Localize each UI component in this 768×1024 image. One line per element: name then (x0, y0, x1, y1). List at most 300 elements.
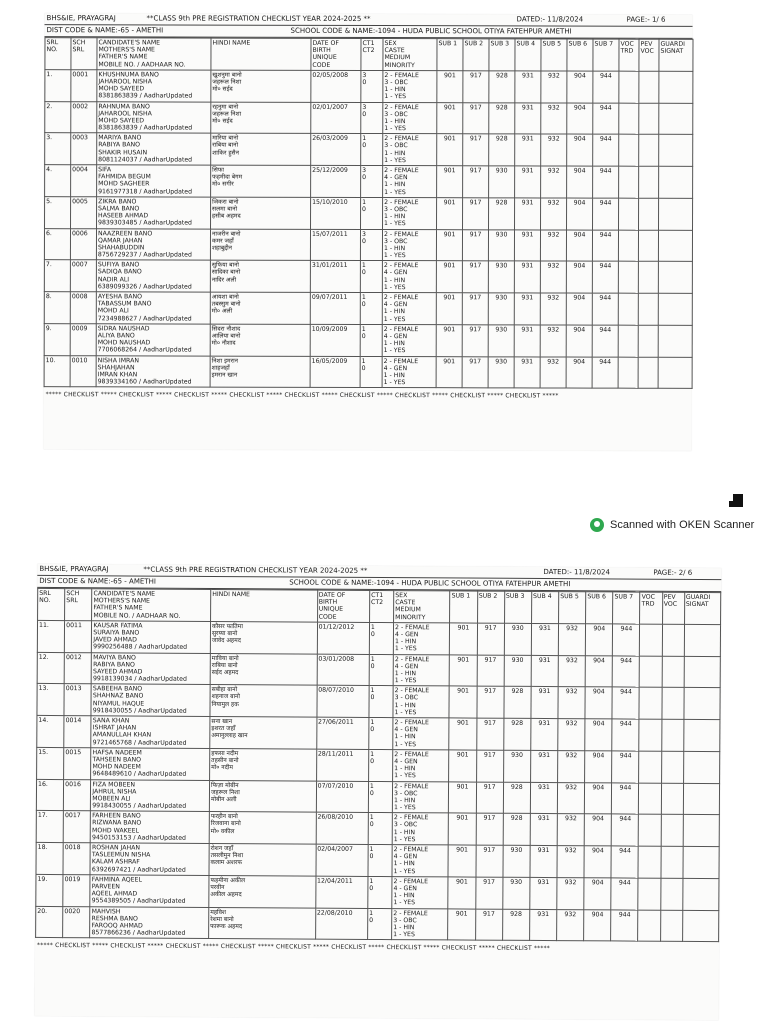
candidate-table-2 (35, 588, 721, 942)
cell-sub2: 917 (462, 356, 488, 388)
cell-sub4: 931 (530, 814, 557, 846)
cell-voc (638, 910, 660, 942)
cell-guardian-signature (683, 846, 719, 878)
scanner-label: Scanned with OKEN Scanner (610, 519, 755, 531)
cell-dob: 02/05/2008 (311, 70, 361, 102)
cell-voc (619, 166, 639, 198)
cell-voc (618, 230, 638, 262)
cell-pev (661, 751, 683, 783)
cell-sub6: 904 (567, 198, 593, 230)
col-sex: SEX CASTE MEDIUM MINORITY (383, 39, 437, 71)
cell-dob: 16/05/2009 (310, 356, 360, 388)
cell-guardian-signature (659, 103, 693, 135)
cell-sub5: 932 (558, 687, 585, 719)
cell-sub4: 931 (530, 750, 557, 782)
cell-sub4: 931 (514, 356, 540, 388)
cell-sub1: 901 (450, 654, 477, 686)
cell-sex: 2 - FEMALE 4 - GEN 1 - HIN 1 - YES (382, 293, 436, 325)
cell-sub2: 917 (476, 782, 503, 814)
cell-hindi: सुफिया बानो सादिका बानो नादिर अली (210, 260, 310, 292)
cell-srl: 8. (44, 292, 70, 324)
cell-sub6: 904 (585, 655, 612, 687)
table-row (36, 874, 719, 910)
cell-sub4: 931 (531, 623, 558, 655)
cell-sub1: 901 (436, 324, 462, 356)
table-row (36, 811, 719, 847)
cell-srl: 14. (37, 715, 64, 747)
cell-ct: 1 0 (369, 622, 393, 654)
table-row (44, 292, 692, 325)
cell-candidate: FIZA MOBEEN JAHRUL NISHA MOBEEN ALI 9918430055 / AadharUpdated (91, 779, 210, 811)
cell-sch: 0010 (70, 355, 96, 387)
cell-dob: 03/01/2008 (317, 654, 369, 686)
cell-sub2: 917 (476, 845, 503, 877)
cell-sex: 2 - FEMALE 3 - OBC 1 - HIN 1 - YES (393, 686, 450, 718)
cell-sub1: 901 (448, 908, 475, 940)
school: SCHOOL CODE & NAME:-1094 - HUDA PUBLIC SCHOOL OTIYA FATEHPUR AMETHI (289, 578, 571, 589)
cell-sub5: 932 (557, 877, 584, 909)
col-sub5: SUB 5 (559, 592, 586, 624)
scanner-logo-icon (590, 518, 604, 532)
cell-sub2: 917 (462, 293, 488, 325)
cell-guardian-signature (682, 910, 718, 942)
cell-sub3: 930 (489, 166, 515, 198)
cell-sub7: 944 (612, 719, 639, 751)
cell-pev (639, 134, 659, 166)
cell-sch: 0018 (63, 843, 90, 875)
cell-sub2: 917 (476, 686, 503, 718)
cell-sub1: 901 (449, 686, 476, 718)
cell-ct: 1 0 (369, 717, 393, 749)
cell-sub6: 904 (585, 687, 612, 719)
table-row (44, 355, 692, 388)
cell-candidate: SANA KHAN ISHRAT JAHAN AMANULLAH KHAN 9721465768 / AadharUpdated (91, 716, 210, 748)
cell-dob: 08/07/2010 (317, 685, 369, 717)
col-srl: SRL NO. (45, 38, 71, 70)
dated: DATED:- 11/8/2024 (516, 15, 584, 24)
cell-ct: 1 0 (360, 324, 382, 356)
cell-sub1: 901 (436, 293, 462, 325)
cell-sub5: 932 (541, 166, 567, 198)
cell-sch: 0001 (71, 69, 97, 101)
cell-sub1: 901 (436, 261, 462, 293)
table-row (45, 196, 693, 229)
cell-dob: 25/12/2009 (311, 165, 361, 197)
table-row (45, 165, 693, 198)
cell-candidate: MAVIYA BANO RABIYA BANO SAYEED AHMAD 9918139034 / AadharUpdated (91, 652, 210, 684)
cell-sub5: 932 (541, 102, 567, 134)
cell-dob: 28/11/2011 (316, 749, 368, 781)
dated: DATED:- 11/8/2024 (543, 568, 610, 577)
cell-sex: 2 - FEMALE 4 - GEN 1 - HIN 1 - YES (383, 166, 437, 198)
col-srl: SRL NO. (38, 588, 65, 620)
cell-guardian-signature (683, 751, 719, 783)
cell-sub4: 931 (531, 655, 558, 687)
cell-guardian-signature (659, 71, 693, 103)
cell-sub6: 904 (567, 166, 593, 198)
cell-sub4: 931 (515, 198, 541, 230)
cell-dob: 22/08/2010 (315, 908, 367, 940)
cell-sub3: 928 (502, 909, 529, 941)
cell-sub7: 944 (592, 357, 618, 389)
cell-pev (639, 166, 659, 198)
cell-ct: 1 0 (361, 134, 383, 166)
col-sub2: SUB 2 (477, 591, 504, 623)
scan-edge-mark (733, 494, 743, 507)
cell-sub2: 917 (462, 324, 488, 356)
cell-dob: 10/09/2009 (310, 324, 360, 356)
cell-candidate: KAUSAR FATIMA SURAIYA BANO JAVED AHMAD 9990256488 / AadharUpdated (92, 620, 211, 652)
page-label: PAGE:- 2/ 6 (653, 568, 693, 577)
cell-srl: 16. (36, 779, 63, 811)
cell-voc (639, 783, 661, 815)
table-header (45, 38, 693, 71)
cell-candidate: KHUSHNUMA BANO JAHAROOL NISHA MOHD SAYEED 8381863839 / AadharUpdated (97, 70, 211, 102)
col-sub7: SUB 7 (593, 39, 619, 71)
cell-voc (640, 656, 662, 688)
cell-ct: 1 0 (369, 686, 393, 718)
cell-sub1: 901 (437, 166, 463, 198)
cell-voc (619, 71, 639, 103)
cell-sch: 0014 (64, 716, 91, 748)
cell-sub1: 901 (436, 229, 462, 261)
table-header (38, 588, 721, 624)
cell-sub7: 944 (593, 166, 619, 198)
cell-sch: 0012 (64, 652, 91, 684)
table-row (44, 323, 692, 356)
cell-sub3: 930 (503, 845, 530, 877)
cell-voc (619, 103, 639, 135)
table-row (36, 906, 719, 942)
cell-sex: 2 - FEMALE 3 - OBC 1 - HIN 1 - YES (383, 70, 437, 102)
cell-dob: 02/01/2007 (311, 102, 361, 134)
cell-sub7: 944 (612, 655, 639, 687)
col-hindi: HINDI NAME (211, 589, 318, 621)
cell-guardian-signature (683, 815, 719, 847)
cell-sub5: 932 (540, 356, 566, 388)
checklist-page-1 (43, 13, 692, 451)
cell-sub6: 904 (567, 103, 593, 135)
cell-sub7: 944 (611, 814, 638, 846)
col-guardian: GUARDI SIGNAT (659, 39, 693, 71)
cell-hindi: सबीहा बानो शहनाज बानो नियामुल हक (210, 685, 317, 717)
cell-srl: 18. (36, 842, 63, 874)
cell-ct: 1 0 (360, 356, 382, 388)
cell-sub6: 904 (566, 293, 592, 325)
cell-candidate: MARIYA BANO RABIYA BANO SHAKIR HUSAIN 8081124037 / AadharUpdated (97, 133, 211, 165)
cell-srl: 1. (45, 69, 71, 101)
cell-sex: 2 - FEMALE 3 - OBC 1 - HIN 1 - YES (382, 229, 436, 261)
cell-sub6: 904 (584, 878, 611, 910)
cell-srl: 6. (44, 228, 70, 260)
cell-sub7: 944 (611, 909, 638, 941)
cell-sub7: 944 (592, 293, 618, 325)
cell-voc (619, 134, 639, 166)
cell-sub4: 931 (531, 718, 558, 750)
cell-srl: 11. (37, 620, 64, 652)
cell-sub5: 932 (558, 623, 585, 655)
checklist-footer-1: ***** CHECKLIST ***** CHECKLIST ***** CHECKLIST ***** CHECKLIST ***** CHECKLIST ***** CHECKLIST ***** CHECKLIST ***** CHECKLIST ***** CHECKLIST ***** (45, 391, 559, 400)
cell-sub1: 901 (449, 813, 476, 845)
cell-ct: 1 0 (368, 749, 392, 781)
cell-srl: 15. (37, 747, 64, 779)
col-sub3: SUB 3 (489, 39, 515, 71)
cell-sub6: 904 (584, 846, 611, 878)
cell-sub6: 904 (585, 782, 612, 814)
cell-ct: 1 0 (360, 292, 382, 324)
cell-sub2: 917 (476, 750, 503, 782)
cell-sub7: 944 (593, 103, 619, 135)
cell-hindi: नाजरीन बानो कमर जहाँ शहाबुद्दीन (210, 229, 310, 261)
cell-sub2: 917 (477, 623, 504, 655)
cell-dob: 15/10/2010 (311, 197, 361, 229)
cell-pev (638, 230, 658, 262)
cell-candidate: SIFA FAHMIDA BEGUM MOHD SAGHEER 9161977318 / AadharUpdated (97, 165, 211, 197)
cell-ct: 1 0 (369, 654, 393, 686)
page-label: PAGE:- 1/ 6 (626, 15, 666, 24)
col-voc: VOC TRD (640, 592, 662, 624)
cell-candidate: MAHVISH RESHMA BANO FAROOQ AHMAD 8577866236 / AadharUpdated (90, 906, 209, 938)
cell-hindi: फहमीना अकील परवीन अकील अहमद (209, 875, 316, 907)
cell-sub6: 904 (585, 751, 612, 783)
cell-dob: 07/07/2010 (316, 781, 368, 813)
cell-sch: 0013 (64, 684, 91, 716)
col-sch: SCH SRL (65, 589, 92, 621)
cell-voc (639, 719, 661, 751)
cell-sub5: 932 (541, 134, 567, 166)
cell-sub4: 931 (514, 261, 540, 293)
cell-sub4: 931 (530, 845, 557, 877)
cell-hindi: सना खान इशरत जहाँ अमानुल्लाह खान (210, 716, 317, 748)
table-body-1 (44, 69, 693, 388)
cell-voc (638, 878, 660, 910)
cell-sex: 2 - FEMALE 3 - OBC 1 - HIN 1 - YES (383, 197, 437, 229)
cell-pev (639, 103, 659, 135)
cell-guardian-signature (658, 230, 692, 262)
cell-sub5: 932 (540, 261, 566, 293)
cell-dob: 12/04/2011 (315, 876, 367, 908)
cell-sub4: 931 (529, 909, 556, 941)
cell-sub6: 904 (567, 71, 593, 103)
cell-candidate: FARHEEN BANO RIZWANA BANO MOHD WAKEEL 9450153153 / AadharUpdated (90, 811, 209, 843)
school: SCHOOL CODE & NAME:-1094 - HUDA PUBLIC SCHOOL OTIYA FATEHPUR AMETHI (290, 26, 572, 36)
cell-dob: 09/07/2011 (310, 292, 360, 324)
cell-dob: 26/08/2010 (316, 812, 368, 844)
cell-sub2: 917 (476, 718, 503, 750)
cell-dob: 02/04/2007 (316, 844, 368, 876)
cell-sub1: 901 (436, 356, 462, 388)
cell-ct: 3 0 (361, 70, 383, 102)
table-row (37, 747, 720, 783)
cell-sex: 2 - FEMALE 4 - GEN 1 - HIN 1 - YES (382, 261, 436, 293)
cell-sch: 0002 (71, 101, 97, 133)
cell-sub1: 901 (449, 718, 476, 750)
cell-pev (638, 357, 658, 389)
cell-srl: 5. (45, 196, 71, 228)
cell-sub5: 932 (558, 719, 585, 751)
cell-sub2: 917 (463, 102, 489, 134)
cell-hindi: फरहीन बानो रिजवाना बानो मो० वकील (209, 812, 316, 844)
cell-hindi: महविश रेशमा बानो फारूक अहमद (209, 907, 316, 939)
cell-sub1: 901 (437, 134, 463, 166)
col-candidate: CANDIDATE'S NAME MOTHERS'S NAME FATHER'S NAME MOBILE NO. / AADHAAR NO. (97, 38, 211, 70)
table-row (45, 133, 693, 166)
cell-sub3: 930 (503, 750, 530, 782)
col-sub7: SUB 7 (613, 592, 640, 624)
table-row (45, 69, 693, 102)
cell-sub2: 917 (463, 70, 489, 102)
cell-dob: 27/06/2011 (316, 717, 368, 749)
cell-hindi: माविया बानो राबिया बानो सईद अहमद (210, 653, 317, 685)
cell-guardian-signature (658, 262, 692, 294)
cell-pev (661, 846, 683, 878)
cell-hindi: सिफा फहमीदा बेगम मो० सगीर (211, 165, 311, 197)
cell-voc (618, 293, 638, 325)
cell-ct: 3 0 (361, 165, 383, 197)
cell-sub2: 917 (463, 166, 489, 198)
col-ct: CT1 CT2 (361, 38, 383, 70)
cell-hindi: खुशनुमा बानो जहरूल निशा मो० सईद (211, 70, 311, 102)
col-dob: DATE OF BIRTH UNIQUE CODE (311, 38, 361, 70)
cell-sex: 2 - FEMALE 4 - GEN 1 - HIN 1 - YES (393, 622, 450, 654)
cell-sch: 0009 (70, 323, 96, 355)
col-sub3: SUB 3 (504, 591, 531, 623)
cell-candidate: SABEEHA BANO SHAHNAZ BANO NIYAMUL HAQUE 9918430055 / AadharUpdated (91, 684, 210, 716)
cell-pev (639, 198, 659, 230)
cell-guardian-signature (683, 878, 719, 910)
cell-sub3: 928 (504, 687, 531, 719)
cell-sch: 0007 (70, 260, 96, 292)
cell-ct: 3 0 (361, 102, 383, 134)
cell-guardian-signature (684, 656, 720, 688)
cell-sub3: 930 (504, 655, 531, 687)
cell-sch: 0004 (71, 165, 97, 197)
document-title: **CLASS 9th PRE REGISTRATION CHECKLIST YEAR 2024-2025 ** (143, 565, 368, 575)
cell-sub6: 904 (585, 624, 612, 656)
table-row (36, 779, 719, 815)
cell-pev (662, 656, 684, 688)
cell-sub1: 901 (448, 877, 475, 909)
cell-sub3: 930 (502, 877, 529, 909)
cell-pev (662, 687, 684, 719)
cell-sub3: 930 (488, 293, 514, 325)
cell-sch: 0005 (71, 196, 97, 228)
cell-sex: 2 - FEMALE 4 - GEN 1 - HIN 1 - YES (393, 654, 450, 686)
table-row (37, 620, 720, 656)
cell-guardian-signature (658, 325, 692, 357)
col-pev: PEV VOC (662, 592, 684, 624)
cell-voc (640, 624, 662, 656)
col-hindi: HINDI NAME (211, 38, 311, 70)
cell-sub5: 932 (557, 814, 584, 846)
cell-sub6: 904 (584, 814, 611, 846)
col-sub1: SUB 1 (437, 39, 463, 71)
cell-sub5: 932 (558, 750, 585, 782)
cell-sub5: 932 (540, 325, 566, 357)
cell-sub3: 928 (489, 134, 515, 166)
cell-sub4: 931 (515, 102, 541, 134)
cell-sex: 2 - FEMALE 3 - OBC 1 - HIN 1 - YES (392, 908, 449, 940)
cell-sub4: 931 (514, 229, 540, 261)
cell-sch: 0017 (63, 811, 90, 843)
cell-sub4: 931 (514, 293, 540, 325)
col-sch: SCH SRL (71, 38, 97, 70)
cell-sub7: 944 (612, 687, 639, 719)
cell-sub2: 917 (463, 197, 489, 229)
cell-sch: 0019 (63, 874, 90, 906)
candidate-table-1 (44, 37, 694, 389)
scanner-watermark (590, 518, 754, 532)
cell-hindi: जिकरा बानो सलमा बानो हसीब अहमद (211, 197, 311, 229)
col-candidate: CANDIDATE'S NAME MOTHERS'S NAME FATHER'S NAME MOBILE NO. / AADHAAR NO. (92, 589, 211, 621)
cell-sub2: 917 (475, 877, 502, 909)
cell-sub4: 931 (531, 687, 558, 719)
cell-candidate: NISHA IMRAN SHAHJAHAN IMRAN KHAN 9839334160 / AadharUpdated (96, 355, 210, 387)
cell-guardian-signature (683, 783, 719, 815)
col-sub4: SUB 4 (531, 591, 558, 623)
cell-sub6: 904 (566, 357, 592, 389)
cell-hindi: मारिया बानो राबिया बानो शाकिर हुसैन (211, 133, 311, 165)
cell-sch: 0015 (64, 747, 91, 779)
table-row (37, 684, 720, 720)
col-sub6: SUB 6 (567, 39, 593, 71)
cell-pev (662, 624, 684, 656)
cell-sub3: 928 (489, 102, 515, 134)
cell-sub2: 917 (463, 134, 489, 166)
cell-sub2: 917 (462, 261, 488, 293)
col-voc: VOC TRD (619, 39, 639, 71)
col-sub5: SUB 5 (541, 39, 567, 71)
cell-sub3: 930 (488, 356, 514, 388)
cell-hindi: रोशन जहाँ तसलीमुन निशा कलाम अशरफ (209, 843, 316, 875)
table-row (37, 652, 720, 688)
table-row (37, 715, 720, 751)
cell-hindi: रहनुमा बानो जहरूल निशा मो० सईद (211, 102, 311, 134)
cell-dob: 01/12/2012 (317, 622, 369, 654)
cell-pev (638, 293, 658, 325)
cell-srl: 17. (36, 811, 63, 843)
table-row (36, 842, 719, 878)
cell-sex: 2 - FEMALE 3 - OBC 1 - HIN 1 - YES (392, 781, 449, 813)
col-pev: PEV VOC (639, 39, 659, 71)
cell-pev (660, 910, 682, 942)
cell-dob: 31/01/2011 (310, 261, 360, 293)
cell-voc (618, 261, 638, 293)
cell-sex: 2 - FEMALE 4 - GEN 1 - HIN 1 - YES (393, 718, 450, 750)
table-row (44, 228, 692, 261)
cell-voc (619, 198, 639, 230)
cell-sub7: 944 (611, 846, 638, 878)
cell-sub4: 931 (515, 71, 541, 103)
cell-ct: 1 0 (368, 876, 392, 908)
cell-hindi: निशा इमरान शाहजहाँ इमरान खान (210, 356, 310, 388)
cell-sub7: 944 (613, 624, 640, 656)
cell-voc (618, 325, 638, 357)
cell-candidate: NAAZREEN BANO QAMAR JAHAN SHAHABUDDIN 8756729237 / AadharUpdated (96, 228, 210, 260)
cell-srl: 2. (45, 101, 71, 133)
cell-sub3: 928 (503, 782, 530, 814)
cell-sub3: 930 (488, 229, 514, 261)
cell-sub3: 928 (489, 198, 515, 230)
cell-sub5: 932 (557, 909, 584, 941)
cell-sub5: 932 (541, 198, 567, 230)
cell-sub5: 932 (557, 846, 584, 878)
cell-sch: 0011 (65, 620, 92, 652)
cell-guardian-signature (659, 198, 693, 230)
cell-candidate: AYESHA BANO TABASSUM BANO MOHD ALI 7234988627 / AadharUpdated (96, 292, 210, 324)
cell-sub2: 917 (462, 229, 488, 261)
cell-sub7: 944 (592, 230, 618, 262)
